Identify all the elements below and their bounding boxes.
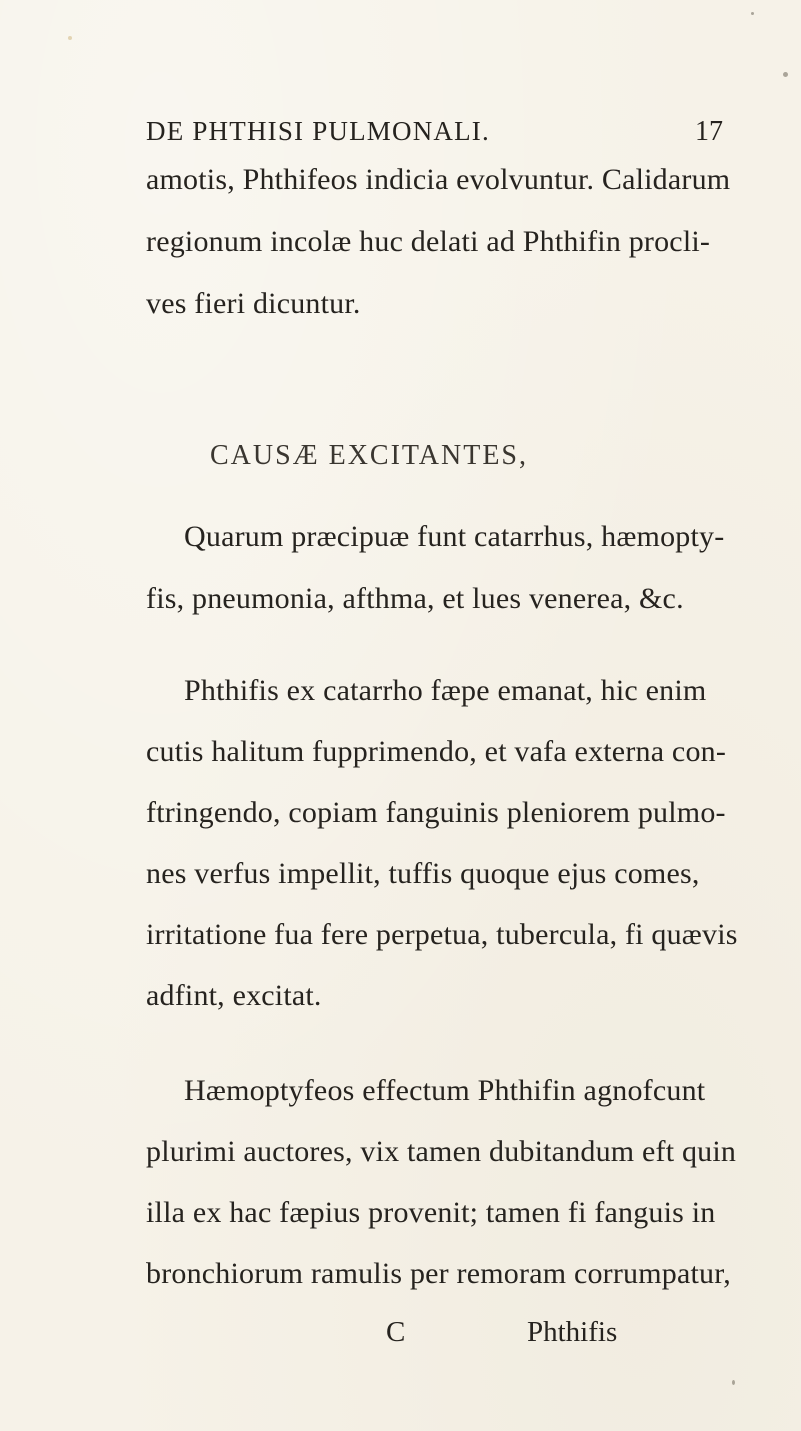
signature-mark: C bbox=[386, 1316, 406, 1348]
paper-speck bbox=[783, 72, 788, 77]
paper-speck bbox=[68, 36, 72, 40]
catchword: Phthifis bbox=[527, 1316, 618, 1348]
text-line: amotis, Phthifeos indicia evolvuntur. Calidarum bbox=[146, 163, 731, 196]
text-line: nes verfus impellit, tuffis quoque ejus comes, bbox=[146, 857, 700, 890]
text-line: Hæmoptyfeos effectum Phthifin agnofcunt bbox=[184, 1074, 706, 1107]
text-line: illa ex hac fæpius provenit; tamen fi fanguis in bbox=[146, 1196, 716, 1229]
text-line: ftringendo, copiam fanguinis pleniorem pulmo- bbox=[146, 796, 726, 829]
text-line: adfint, excitat. bbox=[146, 979, 322, 1012]
text-line: irritatione fua fere perpetua, tubercula, fi quævis bbox=[146, 918, 738, 951]
text-line: regionum incolæ huc delati ad Phthifin procli- bbox=[146, 225, 711, 258]
text-line: plurimi auctores, vix tamen dubitandum eft quin bbox=[146, 1135, 737, 1168]
running-head: DE PHTHISI PULMONALI. bbox=[146, 116, 490, 146]
text-line: cutis halitum fupprimendo, et vafa externa con- bbox=[146, 735, 727, 768]
text-line: Quarum præcipuæ funt catarrhus, hæmopty- bbox=[184, 520, 725, 553]
text-line: bronchiorum ramulis per remoram corrumpatur, bbox=[146, 1257, 731, 1290]
section-heading: CAUSÆ EXCITANTES, bbox=[210, 440, 528, 471]
paper-speck bbox=[732, 1380, 735, 1385]
text-line: Phthifis ex catarrho fæpe emanat, hic enim bbox=[184, 674, 707, 707]
paper-speck bbox=[751, 12, 754, 15]
text-line: ves fieri dicuntur. bbox=[146, 287, 361, 320]
page-number: 17 bbox=[695, 116, 723, 147]
text-line: fis, pneumonia, afthma, et lues venerea, &c. bbox=[146, 582, 684, 615]
